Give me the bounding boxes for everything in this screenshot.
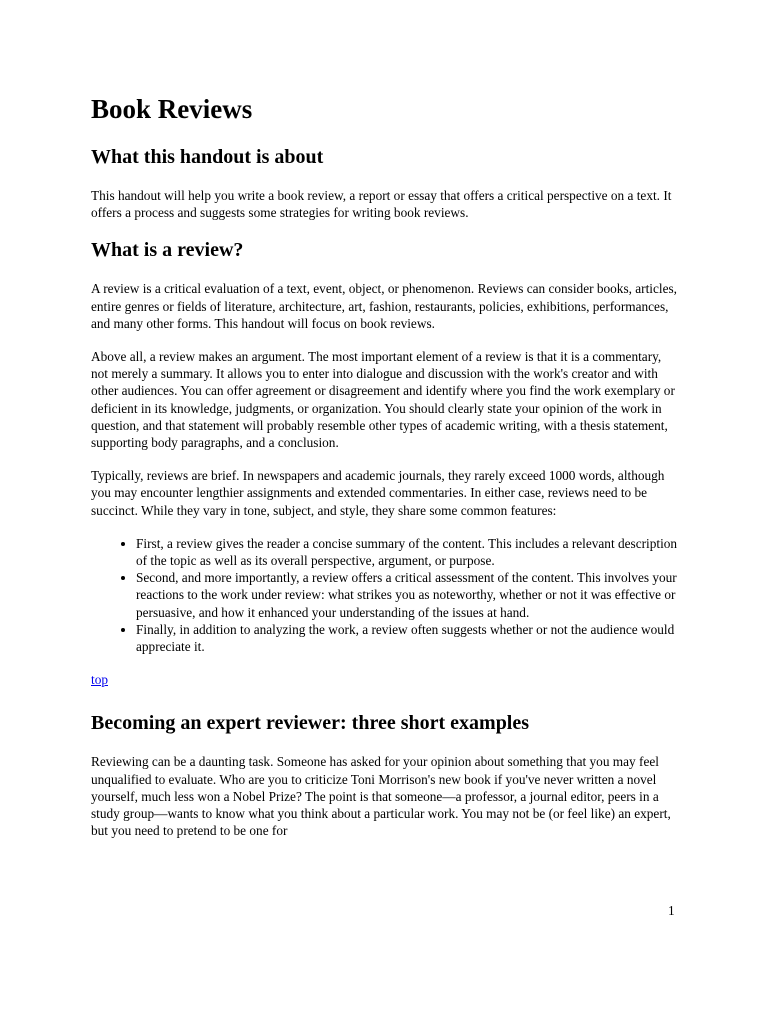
document-page	[91, 92, 681, 855]
paragraph-about: This handout will help you write a book review, a report or essay that offers a critical perspective on a text. It offers a process and suggests some strategies for writing book reviews.	[91, 188, 672, 221]
list-item: • First, a review gives the reader a concise summary of the content. This includes a relevant description of the topic as well as its overall perspective, argument, or purpose.	[136, 535, 681, 569]
document-title: Book Reviews	[91, 94, 253, 124]
section-heading-about: What this handout is about	[91, 146, 324, 168]
paragraph-review-brief: Typically, reviews are brief. In newspapers and academic journals, they rarely exceed 1000 words, although you may encounter lengthier assignments and extended commentaries. In either case, reviews need to be succinct. While they vary in tone, subject, and style, they share some common features:	[91, 468, 665, 518]
top-link[interactable]: top	[91, 672, 108, 688]
page-number: 1	[668, 903, 675, 918]
section-heading-what-is-review: What is a review?	[91, 239, 244, 262]
paragraph-review-definition: A review is a critical evaluation of a text, event, object, or phenomenon. Reviews can consider books, articles, entire genres or fields of literature, architecture, art, fashion, restaurants, policies, exhibitions, performances, and many other forms. This handout will focus on book reviews.	[91, 281, 677, 331]
paragraph-expert-reviewer: Reviewing can be a daunting task. Someone has asked for your opinion about something that you may feel unqualified to evaluate. Who are you to criticize Toni Morrison's new book if you've never written a novel yourself, much less won a Nobel Prize? The point is that someone—a professor, a journal editor, peers in a study group—wants to know what you think about a particular work. You may not be (or feel like) an expert, but you need to pretend to be one for	[91, 754, 671, 839]
section-heading-expert-reviewer: Becoming an expert reviewer: three short examples	[91, 712, 530, 735]
list-item: • Second, and more importantly, a review offers a critical assessment of the content. This involves your reactions to the work under review: what strikes you as noteworthy, whether or not it was effective or persuasive, and how it enhanced your understanding of the issues at hand.	[136, 569, 681, 621]
paragraph-review-argument: Above all, a review makes an argument. The most important element of a review is that it is a commentary, not merely a summary. It allows you to enter into dialogue and discussion with the work's creator and with other audiences. You can offer agreement or disagreement and identify where you find the work exemplary or deficient in its knowledge, judgments, or organization. You should clearly state your opinion of the work in question, and that statement will probably resemble other types of academic writing, with a thesis statement, supporting body paragraphs, and a conclusion.	[91, 349, 675, 451]
list-item: • Finally, in addition to analyzing the work, a review often suggests whether or not the audience would appreciate it.	[136, 621, 681, 655]
features-list	[91, 535, 681, 655]
